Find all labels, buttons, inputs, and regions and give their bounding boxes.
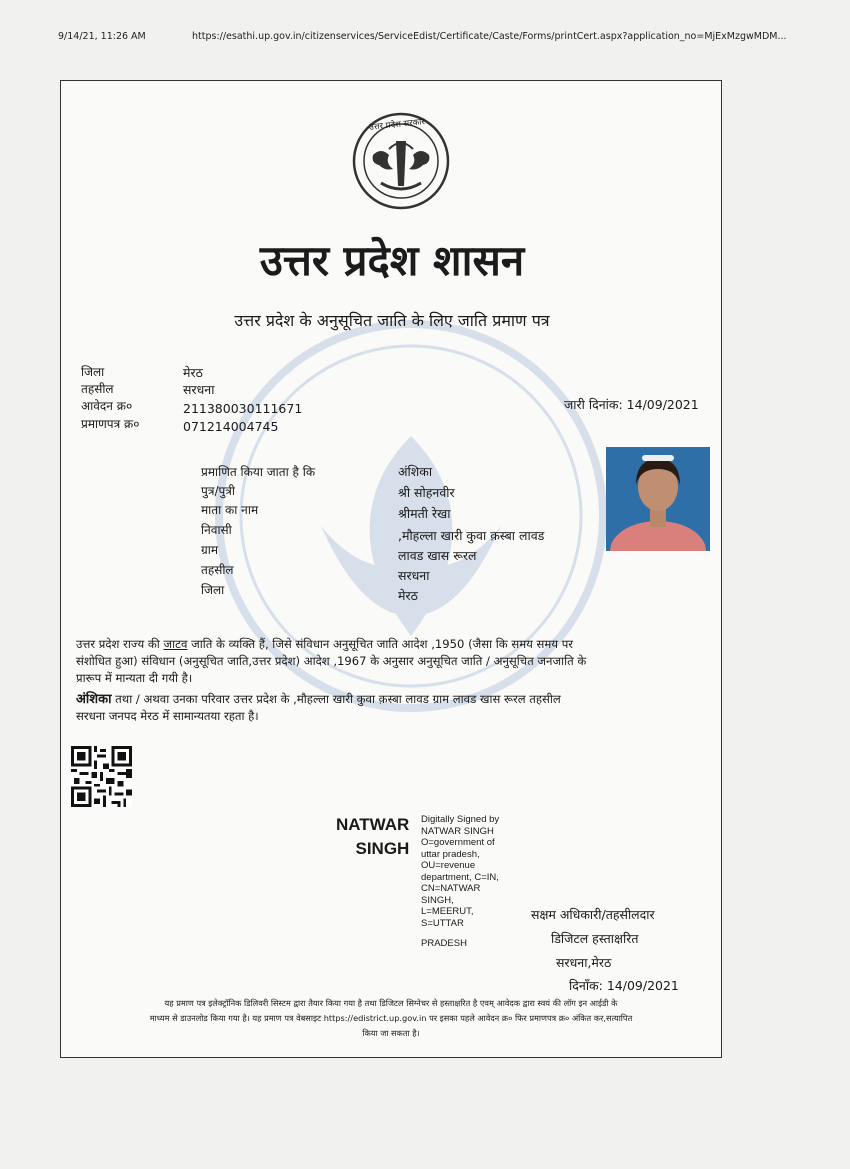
district-label: जिला: [81, 365, 105, 379]
sig-detail-line: PRADESH: [421, 938, 467, 949]
tehsil-label: तहसील: [81, 382, 114, 396]
application-number-value: 211380030111671: [183, 401, 303, 416]
footnote-line: माध्यम से डाउनलोड किया गया है। यह प्रमाण पत्र वेबसाइट https://edistrict.up.gov.in पर इसका पहले आवेदन क्र० फिर प्रमाणपत्र क्र० अंकित कर,सत्यापित: [149, 1013, 633, 1023]
detail-tehsil-label: तहसील: [201, 563, 234, 577]
sig-detail-line: L=MEERUT,: [421, 906, 474, 917]
district-value: मेरठ: [183, 365, 203, 380]
sig-detail-line: NATWAR SINGH: [421, 825, 494, 837]
footnote-line: किया जा सकता है।: [362, 1028, 420, 1038]
caste-statement-line3: प्रारूप में मान्यता दी गयी है।: [76, 671, 193, 685]
residence-statement: [76, 691, 701, 725]
application-number-label: आवेदन क्र०: [81, 399, 133, 413]
residence-applicant-name: अंशिका: [76, 692, 112, 707]
digital-signature-details: [421, 814, 499, 950]
applicant-photo: [606, 447, 710, 551]
relation-label: पुत्र/पुत्री: [201, 484, 236, 498]
officer-location: सरधना,मेरठ: [556, 955, 612, 970]
sig-detail-line: OU=revenue: [421, 860, 476, 871]
caste-statement-prefix: उत्तर प्रदेश राज्य की: [76, 637, 164, 651]
mother-name-label: माता का नाम: [201, 503, 259, 517]
sig-detail-line: Digitally Signed by: [421, 814, 500, 825]
sig-detail-line: O=government of: [421, 837, 495, 848]
caste-statement: [76, 636, 701, 687]
father-name: श्री सोहनवीर: [398, 485, 455, 500]
emblem-caption: उत्तर प्रदेश सरकार: [368, 117, 426, 133]
sig-detail-line: S=UTTAR: [421, 917, 464, 929]
sig-detail-line: CN=NATWAR: [421, 883, 481, 894]
detail-tehsil-value: सरधना: [398, 568, 430, 583]
signer-name-line2: SINGH: [355, 839, 410, 858]
officer-designation: सक्षम अधिकारी/तहसीलदार: [531, 907, 655, 922]
print-timestamp: 9/14/21, 11:26 AM: [58, 31, 146, 42]
signer-name-line1: NATWAR: [336, 815, 410, 834]
mother-name: श्रीमती रेखा: [398, 506, 451, 521]
tehsil-value: सरधना: [183, 382, 215, 397]
issue-date: जारी दिनांक: 14/09/2021: [564, 397, 699, 412]
caste-statement-line2: संशोधित हुआ) संविधान (अनुसूचित जाति,उत्तर प्रदेश) आदेश ,1967 के अनुसार अनुसूचित जाति / अनुसूचित जनजाति के: [76, 654, 587, 668]
sig-detail-line: SINGH,: [421, 894, 454, 906]
caste-statement-line1: जाति के व्यक्ति हैं, जिसे संविधान अनुसूचित जाति आदेश ,1950 (जैसा कि समय समय पर: [187, 637, 574, 651]
officer-sign-type: डिजिटल हस्ताक्षरित: [551, 931, 639, 946]
resident-value: ,मौहल्ला खारी कुवा क़स्बा लावड: [398, 528, 545, 543]
certificate-title: उत्तर प्रदेश शासन: [259, 236, 525, 285]
village-value: लावड खास रूरल: [398, 548, 477, 563]
certificate: [60, 80, 722, 1058]
residence-statement-line1: तथा / अथवा उनका परिवार उत्तर प्रदेश के ,मौहल्ला खारी कुवा क़स्बा लावड ग्राम लावड खास रूरल तहसील: [111, 692, 561, 706]
certificate-subtitle: उत्तर प्रदेश के अनुसूचित जाति के लिए जाति प्रमाण पत्र: [234, 311, 550, 330]
footnote-line: यह प्रमाण पत्र इलेक्ट्रॉनिक डिलिवरी सिस्टम द्वारा तैयार किया गया है तथा डिजिटल सिग्नेचर से हस्ताक्षरित है एवम् आवेदक द्वारा स्वयं की लॉग इन आईडी के: [164, 998, 618, 1008]
print-url: https://esathi.up.gov.in/citizenservices/ServiceEdist/Certificate/Caste/Forms/printCert.aspx?application_no=MjExMzgwMDM...: [192, 31, 787, 42]
qr-code-icon: [71, 746, 132, 807]
certificate-number-label: प्रमाणपत्र क्र०: [81, 417, 140, 431]
certified-label: प्रमाणित किया जाता है कि: [201, 465, 316, 479]
resident-label: निवासी: [201, 523, 232, 537]
caste-name: जाटव: [163, 637, 188, 651]
residence-statement-line2: सरधना जनपद मेरठ में सामान्यतया रहता है।: [76, 709, 259, 723]
officer-date: दिनाँक: 14/09/2021: [569, 978, 679, 993]
detail-district-value: मेरठ: [398, 588, 418, 603]
sig-detail-line: department, C=IN,: [421, 871, 499, 883]
sig-detail-line: uttar pradesh,: [421, 848, 480, 860]
detail-district-label: जिला: [201, 583, 225, 597]
applicant-name: अंशिका: [398, 464, 433, 479]
verification-footnote: [76, 996, 706, 1041]
signer-name: [336, 814, 409, 859]
certificate-number-value: 071214004745: [183, 419, 279, 434]
village-label: ग्राम: [201, 543, 219, 557]
